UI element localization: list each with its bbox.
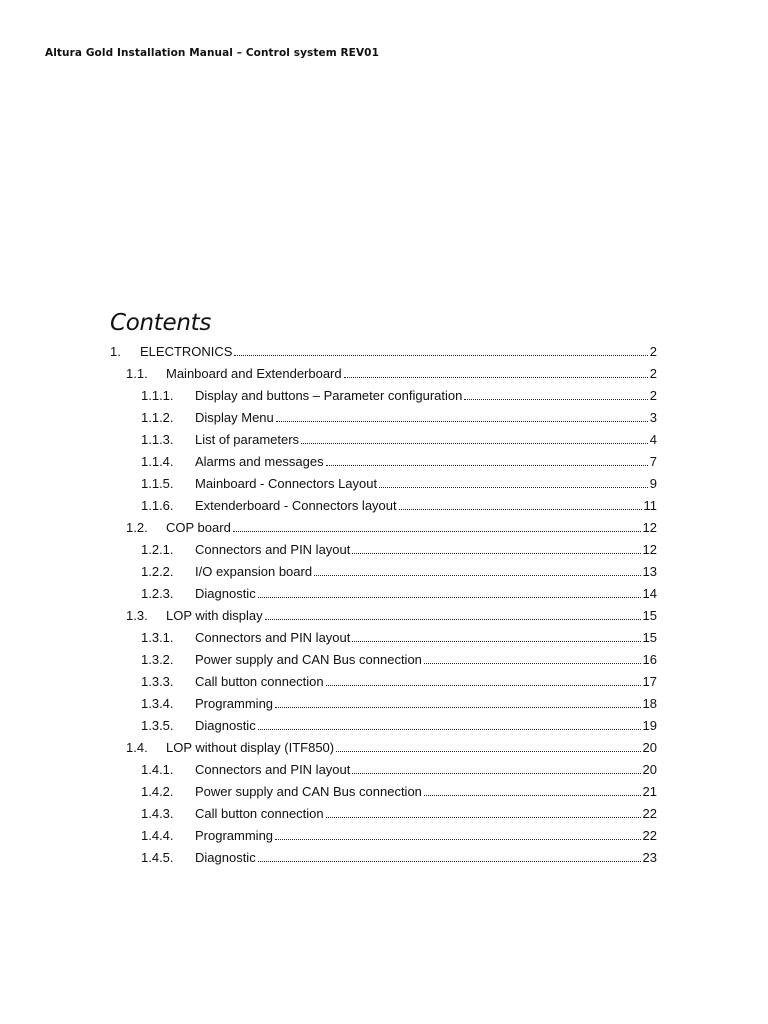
toc-entry[interactable] [141, 780, 657, 802]
dot-leader [314, 574, 640, 576]
toc-entry-number: 1.1.3. [141, 431, 174, 447]
toc-entry-label: Call button connection [195, 673, 324, 689]
toc-entry-label: Diagnostic [195, 585, 256, 601]
toc-entry-label: Mainboard and Extenderboard [166, 365, 342, 381]
toc-entry-label: Power supply and CAN Bus connection [195, 651, 422, 667]
toc-entry-label: Connectors and PIN layout [195, 629, 351, 645]
toc-entry-page-number: 2 [649, 387, 657, 403]
toc-entry-page-number: 2 [649, 343, 657, 359]
toc-entry-page-number: 4 [649, 431, 657, 447]
toc-entry[interactable] [110, 340, 657, 362]
dot-leader [352, 772, 640, 774]
toc-entry[interactable] [126, 736, 657, 758]
toc-entry[interactable] [141, 670, 657, 692]
toc-entry[interactable] [141, 428, 657, 450]
toc-entry-page-number: 12 [642, 519, 657, 535]
toc-entry-label: Display and buttons – Parameter configuration [195, 387, 463, 403]
toc-entry-page-number: 20 [642, 739, 657, 755]
dot-leader [276, 420, 648, 422]
dot-leader [464, 398, 647, 400]
dot-leader [326, 684, 641, 686]
dot-leader [379, 486, 648, 488]
toc-entry-number: 1.3.4. [141, 695, 174, 711]
dot-leader [233, 530, 641, 532]
dot-leader [424, 662, 641, 664]
toc-entry-number: 1.3. [126, 607, 148, 623]
toc-entry-label: Call button connection [195, 805, 324, 821]
toc-entry-number: 1.2.2. [141, 563, 174, 579]
toc-entry-page-number: 22 [642, 805, 657, 821]
toc-entry[interactable] [141, 846, 657, 868]
toc-entry-page-number: 13 [642, 563, 657, 579]
toc-entry-number: 1.2. [126, 519, 148, 535]
toc-entry[interactable] [141, 538, 657, 560]
toc-entry-label: Display Menu [195, 409, 274, 425]
toc-entry[interactable] [141, 494, 657, 516]
toc-entry-page-number: 12 [642, 541, 657, 557]
toc-entry-number: 1. [110, 343, 121, 359]
toc-entry-number: 1.1.2. [141, 409, 174, 425]
dot-leader [275, 706, 641, 708]
toc-entry-page-number: 23 [642, 849, 657, 865]
dot-leader [265, 618, 641, 620]
toc-entry-label: ELECTRONICS [140, 343, 233, 359]
toc-entry[interactable] [141, 582, 657, 604]
toc-entry-label: List of parameters [195, 431, 300, 447]
toc-entry[interactable] [126, 516, 657, 538]
toc-entry-label: Alarms and messages [195, 453, 324, 469]
toc-entry-number: 1.1. [126, 365, 148, 381]
toc-entry[interactable] [141, 648, 657, 670]
toc-entry-number: 1.1.4. [141, 453, 174, 469]
toc-entry-number: 1.4.2. [141, 783, 174, 799]
toc-entry-label: Connectors and PIN layout [195, 541, 351, 557]
dot-leader [326, 464, 648, 466]
toc-entry-number: 1.3.3. [141, 673, 174, 689]
toc-entry-page-number: 16 [642, 651, 657, 667]
toc-entry[interactable] [141, 758, 657, 780]
toc-entry-page-number: 9 [649, 475, 657, 491]
toc-entry-number: 1.3.5. [141, 717, 174, 733]
toc-entry-label: Connectors and PIN layout [195, 761, 351, 777]
toc-entry-page-number: 14 [642, 585, 657, 601]
toc-entry[interactable] [126, 604, 657, 626]
dot-leader [352, 640, 640, 642]
dot-leader [344, 376, 648, 378]
toc-entry-label: LOP with display [166, 607, 263, 623]
toc-entry-number: 1.2.3. [141, 585, 174, 601]
toc-entry-number: 1.3.1. [141, 629, 174, 645]
dot-leader [424, 794, 641, 796]
toc-entry-label: Programming [195, 827, 274, 843]
toc-entry[interactable] [141, 626, 657, 648]
toc-entry-page-number: 2 [649, 365, 657, 381]
toc-entry-number: 1.1.1. [141, 387, 174, 403]
toc-entry-number: 1.4.3. [141, 805, 174, 821]
toc-entry-label: Power supply and CAN Bus connection [195, 783, 422, 799]
toc-entry[interactable] [141, 692, 657, 714]
dot-leader [399, 508, 642, 510]
dot-leader [258, 728, 641, 730]
toc-entry[interactable] [141, 450, 657, 472]
toc-entry[interactable] [141, 560, 657, 582]
toc-title: Contents [110, 310, 212, 336]
toc-entry-label: I/O expansion board [195, 563, 313, 579]
toc-entry-number: 1.4.4. [141, 827, 174, 843]
toc-entry[interactable] [126, 362, 657, 384]
toc-entry-number: 1.4. [126, 739, 148, 755]
toc-entry[interactable] [141, 802, 657, 824]
toc-entry[interactable] [141, 472, 657, 494]
toc-entry-page-number: 15 [642, 607, 657, 623]
toc-entry-label: Programming [195, 695, 274, 711]
toc-entry-label: LOP without display (ITF850) [166, 739, 335, 755]
toc-entry-number: 1.1.6. [141, 497, 174, 513]
toc-entry-label: Diagnostic [195, 717, 256, 733]
dot-leader [352, 552, 640, 554]
toc-entry[interactable] [141, 714, 657, 736]
toc-entry-number: 1.4.1. [141, 761, 174, 777]
toc-entry-page-number: 21 [642, 783, 657, 799]
toc-entry-page-number: 3 [649, 409, 657, 425]
toc-entry[interactable] [141, 384, 657, 406]
toc-entry-page-number: 20 [642, 761, 657, 777]
toc-entry-number: 1.3.2. [141, 651, 174, 667]
dot-leader [336, 750, 640, 752]
dot-leader [301, 442, 648, 444]
toc-entry-label: Extenderboard - Connectors layout [195, 497, 397, 513]
toc-entry-number: 1.1.5. [141, 475, 174, 491]
toc-entry-page-number: 15 [642, 629, 657, 645]
toc-entry-label: COP board [166, 519, 231, 535]
toc-entry-page-number: 19 [642, 717, 657, 733]
toc-entry-page-number: 22 [642, 827, 657, 843]
toc-entry-page-number: 18 [642, 695, 657, 711]
toc-entry-page-number: 17 [642, 673, 657, 689]
toc-entry-label: Mainboard - Connectors Layout [195, 475, 378, 491]
toc-entry[interactable] [141, 824, 657, 846]
document-header: Altura Gold Installation Manual – Control system REV01 [45, 47, 379, 59]
toc-entry-label: Diagnostic [195, 849, 256, 865]
toc-entry-number: 1.2.1. [141, 541, 174, 557]
dot-leader [326, 816, 641, 818]
toc-entry-page-number: 11 [643, 497, 657, 513]
toc-entry-number: 1.4.5. [141, 849, 174, 865]
toc-entry[interactable] [141, 406, 657, 428]
dot-leader [275, 838, 641, 840]
dot-leader [258, 596, 641, 598]
dot-leader [234, 354, 647, 356]
toc-entry-page-number: 7 [649, 453, 657, 469]
dot-leader [258, 860, 641, 862]
